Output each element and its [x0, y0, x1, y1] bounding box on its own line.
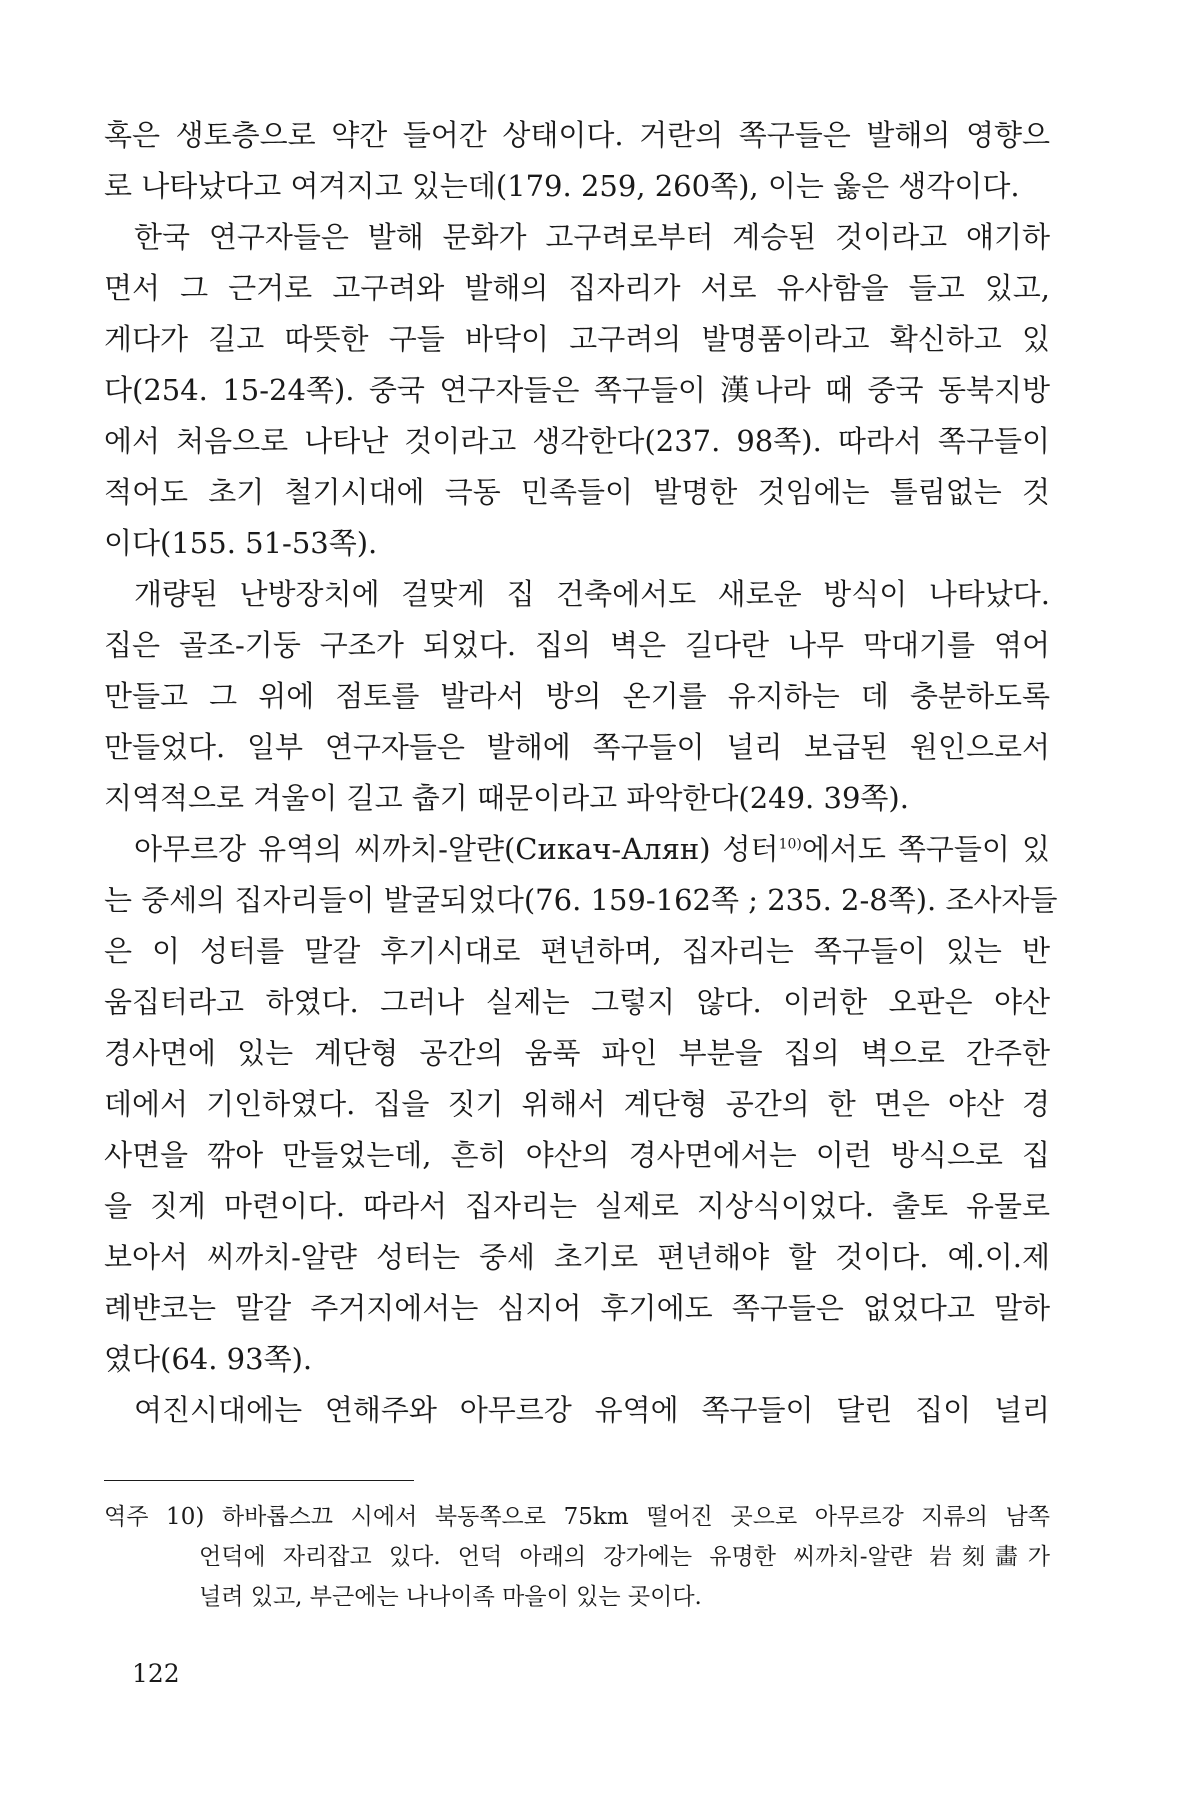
footnote-line: 널려 있고, 부근에는 나나이족 마을이 있는 곳이다. [199, 1584, 702, 1610]
text-line: 적어도 초기 철기시대에 극동 민족들이 발명한 것임에는 틀림없는 것 [104, 475, 1050, 509]
page-number: 122 [132, 1659, 180, 1688]
text-line: 례뱐코는 말갈 주거지에서는 심지어 후기에도 쪽구들은 없었다고 말하 [104, 1291, 1050, 1325]
footnote-divider [104, 1480, 414, 1481]
text-line: 한국 연구자들은 발해 문화가 고구려로부터 계승된 것이라고 얘기하 [134, 220, 1050, 254]
text-line: 게다가 길고 따뜻한 구들 바닥이 고구려의 발명품이라고 확신하고 있 [104, 322, 1050, 356]
text-line: 개량된 난방장치에 걸맞게 집 건축에서도 새로운 방식이 나타났다. [134, 577, 1050, 611]
text-line: 로 나타났다고 여겨지고 있는데(179. 259, 260쪽), 이는 옳은 생각이다. [104, 169, 1020, 203]
footnote-reference: 10) [778, 836, 802, 853]
body-text [104, 110, 1058, 1436]
text-line: 였다(64. 93쪽). [104, 1342, 313, 1376]
text-line: 이다(155. 51-53쪽). [104, 526, 378, 560]
text-line: 경사면에 있는 계단형 공간의 움푹 파인 부분을 집의 벽으로 간주한 [104, 1036, 1050, 1070]
text-line: 데에서 기인하였다. 집을 짓기 위해서 계단형 공간의 한 면은 야산 경 [104, 1087, 1050, 1121]
text-line: 는 중세의 집자리들이 발굴되었다(76. 159-162쪽 ; 235. 2-8쪽). 조사자들 [104, 883, 1058, 917]
text-line: 다(254. 15-24쪽). 중국 연구자들은 쪽구들이 漢나라 때 중국 동북지방 [104, 373, 1050, 407]
text-segment: 아무르강 유역의 씨까치-알랸(Сикач-Алян) 성터 [134, 832, 779, 866]
text-line [104, 824, 1050, 875]
text-segment: 에서도 쪽구들이 있 [801, 832, 1050, 866]
text-line: 여진시대에는 연해주와 아무르강 유역에 쪽구들이 달린 집이 널리 [134, 1393, 1050, 1427]
text-line: 혹은 생토층으로 약간 들어간 상태이다. 거란의 쪽구들은 발해의 영향으 [104, 118, 1050, 152]
text-line: 만들고 그 위에 점토를 발라서 방의 온기를 유지하는 데 충분하도록 [104, 679, 1050, 713]
text-line: 만들었다. 일부 연구자들은 발해에 쪽구들이 널리 보급된 원인으로서 [104, 730, 1050, 764]
text-line: 보아서 씨까치-알랸 성터는 중세 초기로 편년해야 할 것이다. 예.이.제 [104, 1240, 1050, 1274]
text-line: 집은 골조-기둥 구조가 되었다. 집의 벽은 길다란 나무 막대기를 엮어 [104, 628, 1050, 662]
text-line: 면서 그 근거로 고구려와 발해의 집자리가 서로 유사함을 들고 있고, [104, 271, 1050, 305]
text-line: 사면을 깎아 만들었는데, 흔히 야산의 경사면에서는 이런 방식으로 집 [104, 1138, 1050, 1172]
text-line: 움집터라고 하였다. 그러나 실제는 그렇지 않다. 이러한 오판은 야산 [104, 985, 1050, 1019]
footnote-line: 언덕에 자리잡고 있다. 언덕 아래의 강가에는 유명한 씨까치-알랸 岩刻畵가 [199, 1544, 1050, 1570]
footnote-line: 역주 10) 하바롭스끄 시에서 북동쪽으로 75km 떨어진 곳으로 아무르강 지류의 남쪽 [104, 1504, 1050, 1530]
text-line: 은 이 성터를 말갈 후기시대로 편년하며, 집자리는 쪽구들이 있는 반 [104, 934, 1050, 968]
text-line: 지역적으로 겨울이 길고 춥기 때문이라고 파악한다(249. 39쪽). [104, 781, 909, 815]
text-line: 에서 처음으로 나타난 것이라고 생각한다(237. 98쪽). 따라서 쪽구들이 [104, 424, 1050, 458]
text-line: 을 짓게 마련이다. 따라서 집자리는 실제로 지상식이었다. 출토 유물로 [104, 1189, 1050, 1223]
footnote [104, 1497, 1050, 1617]
